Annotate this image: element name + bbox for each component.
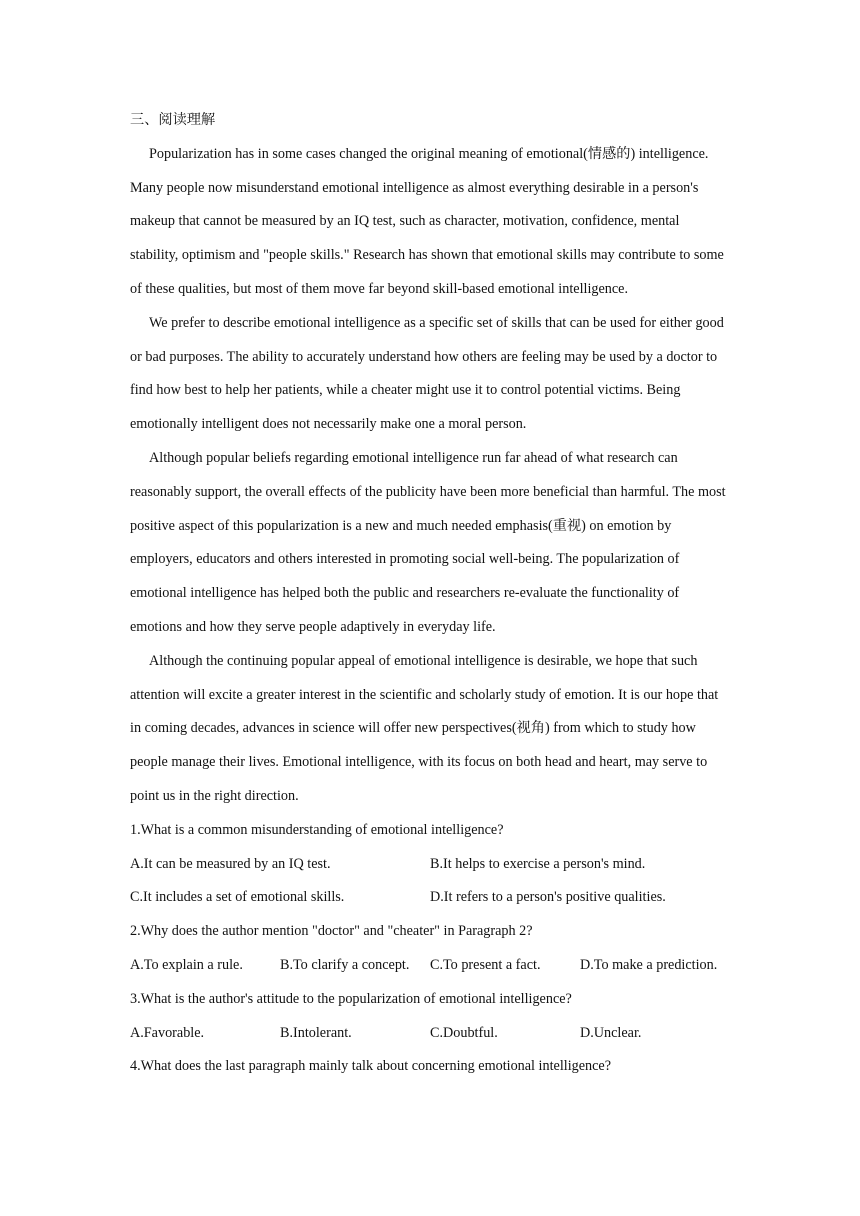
option-c: C.It includes a set of emotional skills. [130, 889, 345, 906]
passage-paragraph-3: Although popular beliefs regarding emotional intelligence run far ahead of what research can reasonably support, the overall effects of the publicity have been more beneficial than harmful. The most positive aspect of this popularization is a new and much needed emphasis(重视) on emotion by employers, educators and others interested in promoting social well-being. The popularization of emotional intelligence has helped both the public and researchers re-evaluate the functionality of emotions and how they serve people adaptively in everyday life. [130, 449, 726, 635]
question-options [130, 949, 730, 983]
question-3 [130, 983, 730, 1051]
section-title: 三、阅读理解 [130, 112, 216, 128]
passage-paragraph-2: We prefer to describe emotional intelligence as a specific set of skills that can be used for either good or bad purposes. The ability to accurately understand how others are feeling may be used by a doctor to find how best to help her patients, while a cheater might use it to control potential victims. Being emotionally intelligent does not necessarily make one a moral person. [130, 314, 724, 433]
option-b: B.To clarify a concept. [280, 956, 410, 973]
question-2 [130, 915, 730, 983]
option-d: D.Unclear. [580, 1024, 642, 1041]
option-c: C.To present a fact. [430, 956, 541, 973]
question-4 [130, 1050, 730, 1084]
question-stem: 1.What is a common misunderstanding of emotional intelligence? [130, 821, 504, 838]
question-1 [130, 814, 730, 915]
option-b: B.It helps to exercise a person's mind. [430, 855, 646, 872]
option-d: D.To make a prediction. [580, 956, 718, 973]
option-a: A.Favorable. [130, 1024, 205, 1041]
question-stem: 4.What does the last paragraph mainly talk about concerning emotional intelligence? [130, 1058, 612, 1075]
question-options [130, 848, 730, 916]
option-c: C.Doubtful. [430, 1024, 498, 1041]
option-d: D.It refers to a person's positive qualities. [430, 889, 666, 906]
option-a: A.It can be measured by an IQ test. [130, 855, 331, 872]
option-a: A.To explain a rule. [130, 956, 243, 973]
passage-paragraph-1: Popularization has in some cases changed the original meaning of emotional(情感的) intelligence. Many people now misunderstand emotional intelligence as almost everything desirable in a person's makeup that cannot be measured by an IQ test, such as character, motivation, confidence, mental stability, optimism and "people skills." Research has shown that emotional skills may contribute to some of these qualities, but most of them move far beyond skill-based emotional intelligence. [130, 145, 724, 297]
passage-paragraph-4: Although the continuing popular appeal of emotional intelligence is desirable, we hope that such attention will excite a greater interest in the scientific and scholarly study of emotion. It is our hope that in coming decades, advances in science will offer new perspectives(视角) from which to study how people manage their lives. Emotional intelligence, with its focus on both head and heart, may serve to point us in the right direction. [130, 652, 719, 804]
option-b: B.Intolerant. [280, 1024, 352, 1041]
question-stem: 3.What is the author's attitude to the popularization of emotional intelligence? [130, 990, 572, 1007]
question-stem: 2.Why does the author mention "doctor" and "cheater" in Paragraph 2? [130, 923, 533, 940]
document-page [130, 104, 730, 1084]
question-options [130, 1017, 730, 1051]
